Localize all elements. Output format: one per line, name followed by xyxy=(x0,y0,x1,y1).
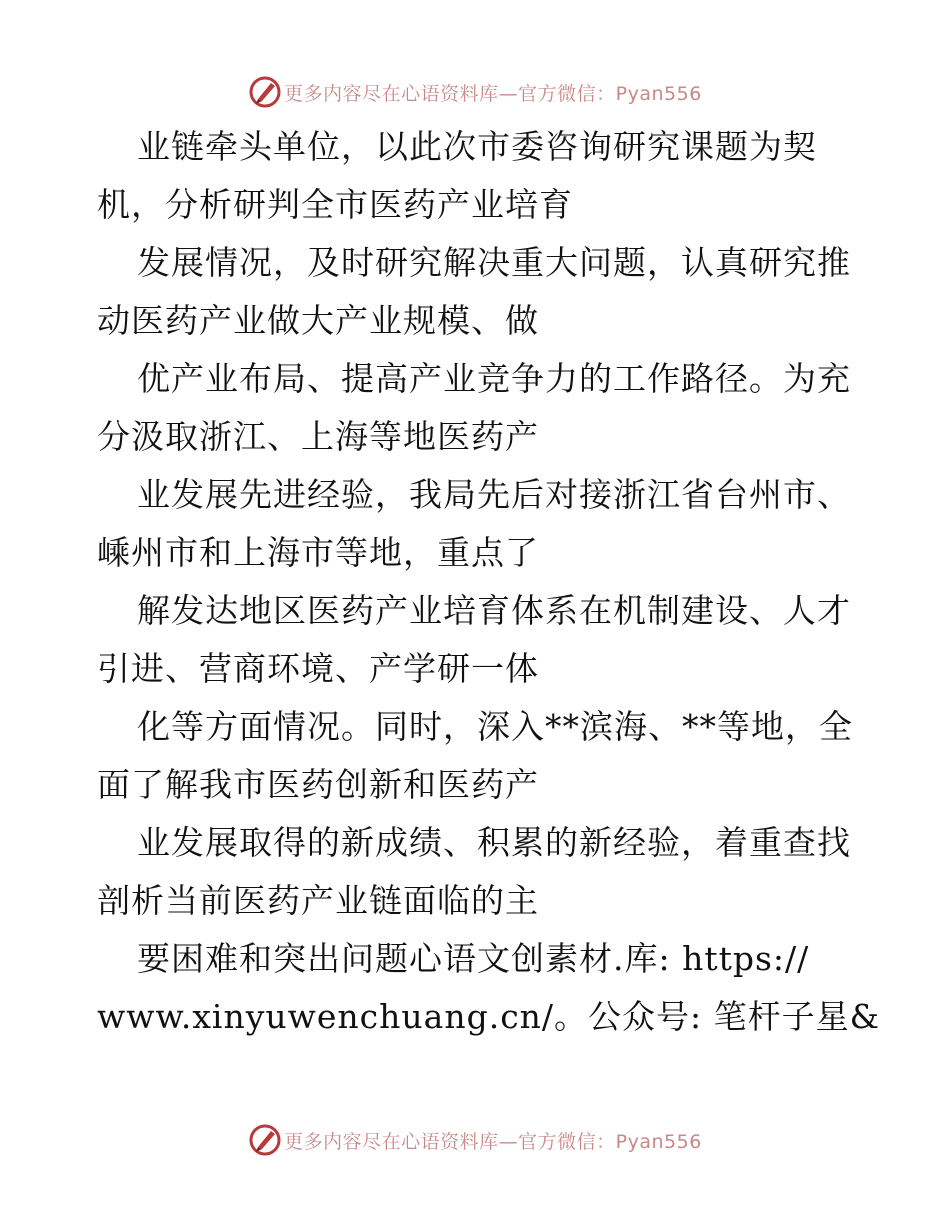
text-line: 分汲取浙江、上海等地医药产 xyxy=(97,417,539,456)
footer-watermark xyxy=(0,1120,950,1160)
pen-logo-icon xyxy=(248,1123,282,1157)
text-line: 解发达地区医药产业培育体系在机制建设、人才 xyxy=(137,591,851,630)
text-line: 剖析当前医药产业链面临的主 xyxy=(97,881,539,920)
text-line: 面了解我市医药创新和医药产 xyxy=(97,765,539,804)
text-line: 要困难和突出问题心语文创素材.库: https:// xyxy=(137,939,810,978)
text-line: www.xinyuwenchuang.cn/。公众号: 笔杆子星& xyxy=(97,997,881,1036)
text-line: 动医药产业做大产业规模、做 xyxy=(97,301,539,340)
pen-logo-icon xyxy=(248,75,282,109)
text-line: 机，分析研判全市医药产业培育 xyxy=(97,185,573,224)
text-line: 引进、营商环境、产学研一体 xyxy=(97,649,539,688)
text-line: 优产业布局、提高产业竞争力的工作路径。为充 xyxy=(137,359,851,398)
text-line: 业链牵头单位，以此次市委咨询研究课题为契 xyxy=(137,127,817,166)
text-line: 业发展先进经验，我局先后对接浙江省台州市、 xyxy=(137,475,851,514)
watermark-text: 更多内容尽在心语资料库—官方微信：Pyan556 xyxy=(284,82,702,105)
text-line: 业发展取得的新成绩、积累的新经验，着重查找 xyxy=(137,823,851,862)
text-line: 嵊州市和上海市等地，重点了 xyxy=(97,533,539,572)
text-line: 化等方面情况。同时，深入**滨海、**等地，全 xyxy=(137,707,853,746)
watermark-text: 更多内容尽在心语资料库—官方微信：Pyan556 xyxy=(284,1130,702,1153)
document-body xyxy=(97,118,881,1046)
header-watermark xyxy=(0,72,950,112)
text-line: 发展情况，及时研究解决重大问题，认真研究推 xyxy=(137,243,851,282)
